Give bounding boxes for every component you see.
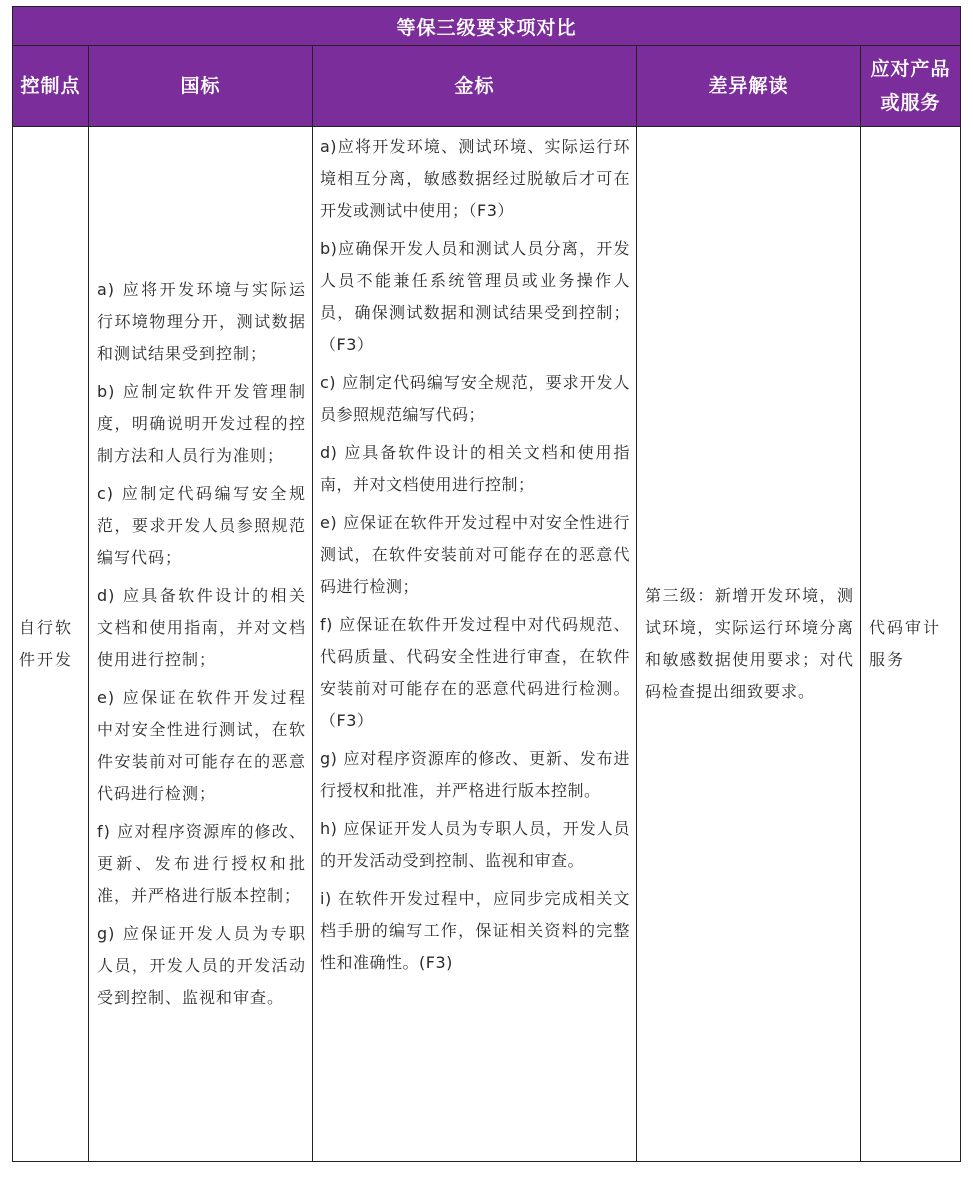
jinbiao-item: a)应将开发环境、测试环境、实际运行环境相互分离，敏感数据经过脱敏后才可在开发或测试中使用；（F3）	[320, 137, 630, 220]
jinbiao-item: f) 应保证在软件开发过程中对代码规范、代码质量、代码安全性进行审查，在软件安装前对可能存在的恶意代码进行检测。（F3）	[320, 615, 630, 730]
jinbiao-item: c) 应制定代码编写安全规范，要求开发人员参照规范编写代码；	[320, 373, 630, 424]
cell-control-point: 自行软件开发	[13, 127, 89, 1162]
cell-jinbiao	[313, 127, 637, 1162]
jinbiao-list	[320, 127, 630, 979]
cell-product: 代码审计服务	[861, 127, 961, 1162]
guobiao-item: f) 应对程序资源库的修改、更新、发布进行授权和批准，并严格进行版本控制；	[97, 822, 306, 905]
jinbiao-item: h) 应保证开发人员为专职人员，开发人员的开发活动受到控制、监视和审查。	[320, 819, 630, 870]
guobiao-item: b) 应制定软件开发管理制度，明确说明开发过程的控制方法和人员行为准则；	[97, 382, 306, 465]
header-control-point: 控制点	[13, 46, 89, 127]
guobiao-item: a) 应将开发环境与实际运行环境物理分开，测试数据和测试结果受到控制；	[97, 280, 306, 363]
cell-difference: 第三级：新增开发环境，测试环境，实际运行环境分离和敏感数据使用要求；对代码检查提出细致要求。	[637, 127, 861, 1162]
jinbiao-item: d) 应具备软件设计的相关文档和使用指南，并对文档使用进行控制；	[320, 443, 630, 494]
guobiao-item: e) 应保证在软件开发过程中对安全性进行测试，在软件安装前对可能存在的恶意代码进行检测；	[97, 688, 306, 803]
table-row	[13, 127, 961, 1162]
table-title: 等保三级要求项对比	[13, 7, 961, 46]
comparison-sheet	[12, 6, 960, 1162]
cell-guobiao	[89, 127, 313, 1162]
header-guobiao: 国标	[89, 46, 313, 127]
header-difference: 差异解读	[637, 46, 861, 127]
jinbiao-item: g) 应对程序资源库的修改、更新、发布进行授权和批准，并严格进行版本控制。	[320, 749, 630, 800]
jinbiao-item: i) 在软件开发过程中，应同步完成相关文档手册的编写工作，保证相关资料的完整性和准确性。(F3)	[320, 889, 630, 972]
comparison-table	[12, 6, 961, 1162]
guobiao-list	[97, 274, 306, 1014]
title-row	[13, 7, 961, 46]
guobiao-item: g) 应保证开发人员为专职人员，开发人员的开发活动受到控制、监视和审查。	[97, 924, 306, 1007]
jinbiao-item: b)应确保开发人员和测试人员分离，开发人员不能兼任系统管理员或业务操作人员，确保测试数据和测试结果受到控制；（F3）	[320, 239, 630, 354]
guobiao-item: d) 应具备软件设计的相关文档和使用指南，并对文档使用进行控制；	[97, 586, 306, 669]
header-jinbiao: 金标	[313, 46, 637, 127]
header-product	[861, 46, 961, 127]
header-product-line1: 应对产品	[870, 58, 951, 80]
header-row	[13, 46, 961, 127]
jinbiao-item: e) 应保证在软件开发过程中对安全性进行测试，在软件安装前对可能存在的恶意代码进行检测；	[320, 513, 630, 596]
header-product-line2: 或服务	[880, 92, 941, 114]
guobiao-item: c) 应制定代码编写安全规范，要求开发人员参照规范编写代码；	[97, 484, 306, 567]
